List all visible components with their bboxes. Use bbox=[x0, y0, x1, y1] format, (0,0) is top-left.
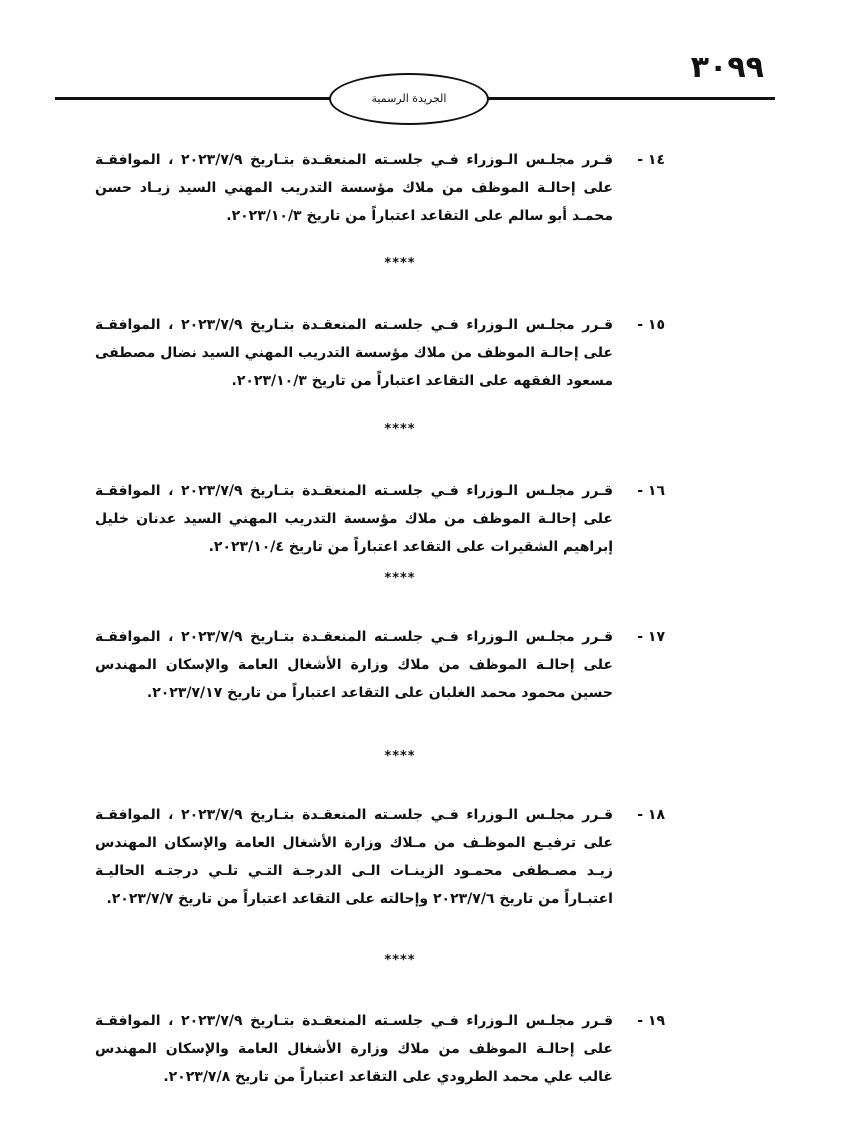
decision-item-19 bbox=[95, 1007, 665, 1091]
item-text: قـرر مجلـس الـوزراء فـي جلسـته المنعقـدة بتـاريخ ٢٠٢٣/٧/٩ ، الموافقـة على إحالـة الموظف من ملاك وزارة الأشغال العامة والإسكان المهندس حسين محمود محمد الغلبان على التقاعد اعتباراً من تاريخ ٢٠٢٣/٧/١٧. bbox=[95, 629, 613, 701]
decision-item-14 bbox=[95, 146, 665, 230]
gazette-title-oval bbox=[329, 73, 489, 125]
decision-item-18 bbox=[95, 801, 665, 913]
separator: **** bbox=[384, 571, 416, 586]
item-text: قـرر مجلـس الـوزراء فـي جلسـته المنعقـدة بتـاريخ ٢٠٢٣/٧/٩ ، الموافقـة على إحالـة الموظف من ملاك مؤسسة التدريب المهني السيد زيـاد حسن محمـد أبو سالم على التقاعد اعتباراً من تاريخ ٢٠٢٣/١٠/٣. bbox=[95, 152, 613, 224]
item-number: ١٩ - bbox=[637, 1013, 665, 1029]
item-number: ١٦ - bbox=[637, 483, 665, 499]
decision-item-16 bbox=[95, 477, 665, 561]
decision-item-17 bbox=[95, 623, 665, 707]
item-text: قـرر مجلـس الـوزراء فـي جلسـته المنعقـدة بتـاريخ ٢٠٢٣/٧/٩ ، الموافقـة على إحالـة الموظف من ملاك مؤسسة التدريب المهني السيد نضال مصطفى مسعود الفقهه على التقاعد اعتباراً من تاريخ ٢٠٢٣/١٠/٣. bbox=[95, 317, 613, 389]
decision-item-15 bbox=[95, 311, 665, 395]
item-number: ١٧ - bbox=[637, 629, 665, 645]
separator: **** bbox=[384, 256, 416, 271]
item-text: قـرر مجلـس الـوزراء فـي جلسـته المنعقـدة بتـاريخ ٢٠٢٣/٧/٩ ، الموافقـة على إحالـة الموظف من ملاك وزارة الأشغال العامة والإسكان المهندس غالب علي محمد الطرودي على التقاعد اعتباراً من تاريخ ٢٠٢٣/٧/٨. bbox=[95, 1013, 613, 1085]
page-number: ٣٠٩٩ bbox=[690, 50, 764, 85]
item-text: قـرر مجلـس الـوزراء فـي جلسـته المنعقـدة بتـاريخ ٢٠٢٣/٧/٩ ، الموافقـة على إحالـة الموظف من ملاك مؤسسة التدريب المهني السيد عدنان خليل إبراهيم الشقيرات على التقاعد اعتباراً من تاريخ ٢٠٢٣/١٠/٤. bbox=[95, 483, 613, 555]
item-text: قـرر مجلـس الـوزراء فـي جلسـته المنعقـدة بتـاريخ ٢٠٢٣/٧/٩ ، الموافقـة على ترفيـع الموظـف من مـلاك وزارة الأشغال العامة والإسكان المهندس زيـد مصـطفى محمـود الزينـات الـى الدرجـة التـي تلـي درجتـه الحاليـة اعتبـاراً من تاريخ ٢٠٢٣/٧/٦ وإحالته على التقاعد اعتباراً من تاريخ ٢٠٢٣/٧/٧. bbox=[95, 807, 613, 907]
item-number: ١٨ - bbox=[637, 807, 665, 823]
separator: **** bbox=[384, 953, 416, 968]
separator: **** bbox=[384, 749, 416, 764]
gazette-title: الجريدة الرسمية bbox=[371, 92, 447, 105]
separator: **** bbox=[384, 422, 416, 437]
item-number: ١٤ - bbox=[637, 152, 665, 168]
item-number: ١٥ - bbox=[637, 317, 665, 333]
